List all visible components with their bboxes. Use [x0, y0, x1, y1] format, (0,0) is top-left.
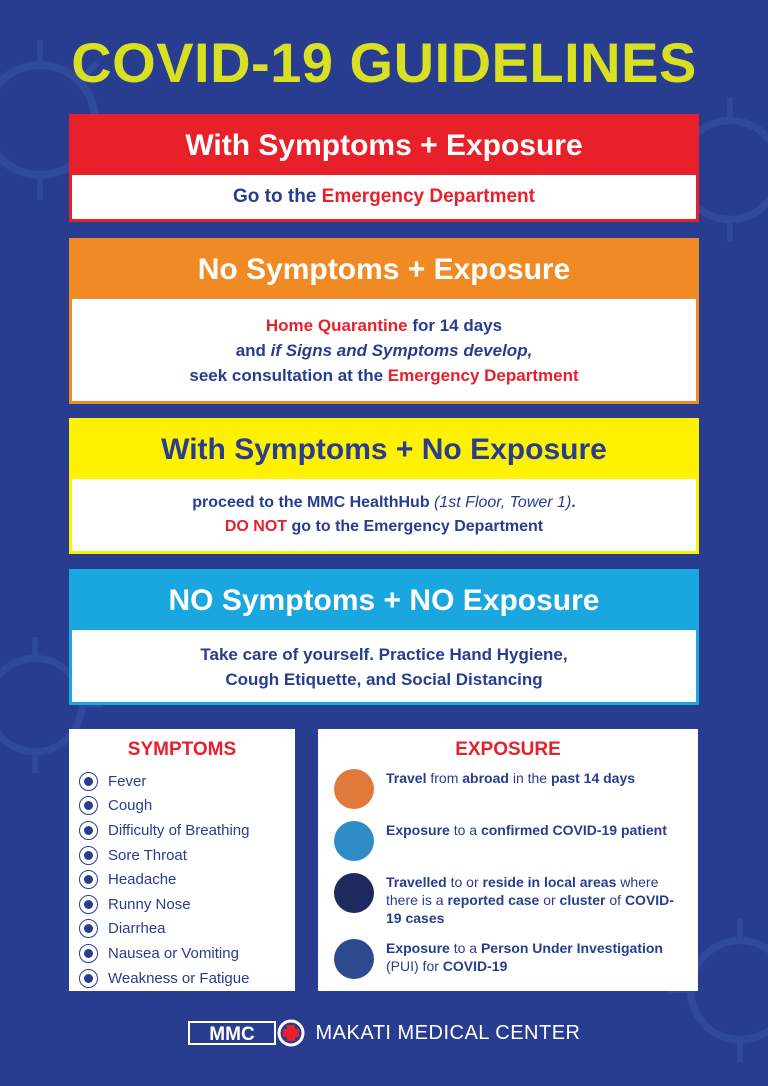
card-nosymptoms-exposure [69, 238, 699, 404]
exposure-item [334, 821, 688, 861]
symptom-label: Cough [108, 797, 153, 815]
exposure-text [386, 939, 688, 975]
symptom-label: Fever [108, 772, 147, 790]
symptom-label: Runny Nose [108, 895, 191, 913]
card-symptoms-noexposure [69, 418, 699, 554]
exposure-keyword: Exposure [386, 822, 450, 838]
exposure-keyword: Travelled [386, 874, 447, 890]
exposure-connector: from [426, 770, 463, 786]
symptoms-panel [69, 729, 295, 991]
exposure-connector: of [605, 892, 625, 908]
card-text: for [407, 316, 440, 335]
exposure-keyword: Person Under Investigation [480, 940, 663, 956]
exposure-keyword: Exposure [386, 940, 450, 956]
card-heading: No Symptoms + Exposure [197, 253, 571, 286]
globe-map-icon [334, 873, 374, 913]
page-title: COVID-19 GUIDELINES [71, 31, 697, 94]
card-highlight: Emergency Department [321, 186, 535, 207]
card-body [72, 479, 696, 551]
symptom-item [79, 769, 295, 794]
card-highlight: DO NOT [224, 518, 288, 535]
symptom-label: Difficulty of Breathing [108, 821, 250, 839]
exposure-connector: where there is a [386, 874, 659, 908]
card-text: and [235, 341, 271, 360]
lungs-icon [79, 821, 98, 840]
exposure-text [386, 873, 688, 927]
symptoms-list [69, 769, 295, 990]
card-emphasis: if Signs and Symptoms develop, [270, 341, 533, 360]
exposure-text [386, 769, 635, 787]
symptom-item [79, 843, 295, 868]
people-icon [334, 939, 374, 979]
exposure-keyword: COVID-19 [442, 958, 508, 974]
card-body [72, 175, 696, 219]
card-nosymptoms-noexposure [69, 569, 699, 705]
card-highlight: Emergency Department [387, 366, 579, 385]
card-body [72, 299, 696, 401]
exposure-keyword: Travel [386, 770, 427, 786]
exposure-keyword: reported case [447, 892, 540, 908]
travel-icon [334, 769, 374, 809]
exposure-title: EXPOSURE [455, 739, 561, 760]
card-text: proceed to the MMC HealthHub [192, 494, 435, 511]
exposure-item [334, 939, 688, 979]
card-text: . [571, 494, 576, 511]
symptom-item [79, 867, 295, 892]
symptom-item [79, 917, 295, 942]
exposure-connector: to a [449, 822, 481, 838]
exposure-item [334, 769, 688, 809]
svg-text:MMC: MMC [208, 1024, 255, 1045]
symptom-label: Headache [108, 871, 177, 889]
card-body [72, 630, 696, 702]
exposure-connector: or [539, 892, 560, 908]
exposure-keyword: cluster [559, 892, 606, 908]
card-text: Go to the [233, 186, 322, 207]
exposure-panel [318, 729, 698, 991]
exposure-item [334, 873, 688, 927]
symptom-item [79, 941, 295, 966]
card-location: (1st Floor, Tower 1) [434, 494, 572, 511]
symptom-label: Weakness or Fatigue [108, 969, 250, 987]
exposure-keyword: COVID-19 cases [386, 892, 674, 926]
symptom-label: Sore Throat [108, 846, 187, 864]
card-symptoms-exposure [69, 114, 699, 222]
stomach-icon [79, 919, 98, 938]
nose-icon [79, 895, 98, 914]
symptom-label: Diarrhea [108, 920, 166, 938]
card-heading: With Symptoms + No Exposure [161, 433, 607, 466]
thermometer-icon [79, 772, 98, 791]
card-heading: With Symptoms + Exposure [185, 129, 583, 162]
symptom-item [79, 794, 295, 819]
card-text: Take care of yourself. Practice Hand Hygiene, [200, 645, 568, 664]
exposure-list [318, 769, 698, 979]
symptoms-title: SYMPTOMS [127, 739, 237, 760]
exposure-connector: (PUI) for [386, 958, 443, 974]
footer [0, 1018, 768, 1048]
exposure-text [386, 821, 667, 839]
throat-icon [79, 846, 98, 865]
exposure-connector: in the [508, 770, 551, 786]
exposure-keyword: confirmed COVID-19 patient [480, 822, 667, 838]
headache-icon [79, 870, 98, 889]
card-text: Cough Etiquette, and Social Distancing [225, 670, 543, 689]
doctor-patient-icon [334, 821, 374, 861]
exposure-keyword: reside in local areas [482, 874, 617, 890]
exposure-connector: to or [446, 874, 483, 890]
exposure-connector: to a [449, 940, 481, 956]
mmc-logo [188, 1019, 306, 1047]
symptom-item [79, 892, 295, 917]
fatigue-icon [79, 969, 98, 988]
cough-icon [79, 796, 98, 815]
card-highlight: Home Quarantine [265, 316, 408, 335]
nausea-icon [79, 944, 98, 963]
mmc-logo-icon [188, 1019, 306, 1047]
exposure-keyword: abroad [462, 770, 509, 786]
exposure-keyword: past 14 days [550, 770, 636, 786]
symptom-item [79, 966, 295, 991]
card-text: 14 days [439, 316, 503, 335]
hospital-name: MAKATI MEDICAL CENTER [315, 1021, 581, 1044]
symptom-item [79, 818, 295, 843]
card-heading: NO Symptoms + NO Exposure [168, 584, 600, 617]
symptom-label: Nausea or Vomiting [108, 944, 239, 962]
card-text: seek consultation at the [189, 366, 388, 385]
card-text: go to the Emergency Department [287, 518, 544, 535]
